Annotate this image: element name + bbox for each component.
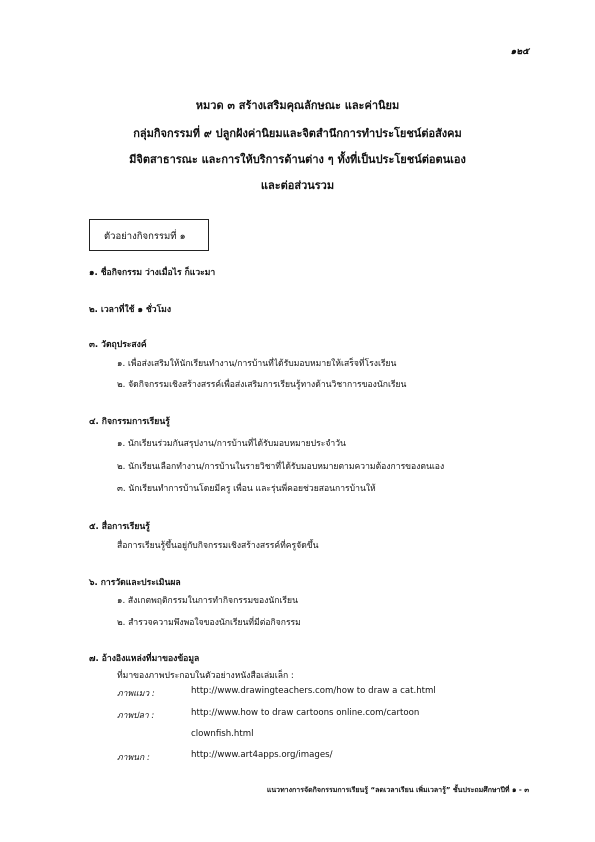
reference-link-fish[interactable]: http://www.how to draw cartoons online.com/cartoon (191, 708, 420, 718)
section-6-item-1: ๑. สังเกตพฤติกรรมในการทำกิจกรรมของนักเรียน (117, 596, 298, 606)
reference-label-fish: ภาพปลา : (117, 711, 155, 721)
page-footer: แนวทางการจัดกิจกรรมการเรียนรู้ “ลดเวลาเรียน เพิ่มเวลารู้” ชั้นประถมศึกษาปีที่ ๑ - ๓ (266, 786, 529, 794)
section-4-item-1: ๑. นักเรียนร่วมกันสรุปงาน/การบ้านที่ได้รับมอบหมายประจำวัน (117, 439, 346, 449)
section-5-text: สื่อการเรียนรู้ขึ้นอยู่กับกิจกรรมเชิงสร้างสรรค์ที่ครูจัดขึ้น (117, 541, 319, 551)
example-box-label: ตัวอย่างกิจกรรมที่ ๑ (104, 231, 186, 242)
section-6-item-2: ๒. สำรวจความพึงพอใจของนักเรียนที่มีต่อกิจกรรม (117, 618, 301, 628)
section-6-heading: ๖. การวัดและประเมินผล (89, 578, 181, 588)
section-4-heading: ๔. กิจกรรมการเรียนรู้ (89, 417, 170, 427)
section-1-activity-name: ๑. ชื่อกิจกรรม ว่างเมื่อไร ก็แวะมา (89, 268, 216, 278)
section-7-heading: ๗. อ้างอิงแหล่งที่มาของข้อมูล (89, 654, 200, 664)
section-3-item-1: ๑. เพื่อส่งเสริมให้นักเรียนทำงาน/การบ้านที่ได้รับมอบหมายให้เสร็จที่โรงเรียน (117, 359, 397, 369)
reference-label-bird: ภาพนก : (117, 753, 150, 763)
heading-line-2: กลุ่มกิจกรรมที่ ๙ ปลูกฝังค่านิยมและจิตสำนึกการทำประโยชน์ต่อสังคม (133, 127, 462, 140)
example-box (89, 219, 209, 251)
reference-link-cat[interactable]: http://www.drawingteachers.com/how to draw a cat.html (191, 686, 436, 696)
section-2-time: ๒. เวลาที่ใช้ ๑ ชั่วโมง (89, 305, 172, 315)
section-4-item-3: ๓. นักเรียนทำการบ้านโดยมีครู เพื่อน และรุ่นพี่คอยช่วยสอนการบ้านให้ (117, 484, 376, 494)
section-7-intro: ที่มาของภาพประกอบในตัวอย่างหนังสือเล่มเล็ก : (117, 671, 294, 681)
page-number: ๑๒๕ (510, 47, 529, 57)
section-4-item-2: ๒. นักเรียนเลือกทำงาน/การบ้านในรายวิชาที่ได้รับมอบหมายตามความต้องการของตนเอง (117, 462, 445, 472)
heading-line-3: มีจิตสาธารณะ และการให้บริการด้านต่าง ๆ ทั้งที่เป็นประโยชน์ต่อตนเอง (129, 153, 466, 166)
heading-line-1: หมวด ๓ สร้างเสริมคุณลักษณะ และค่านิยม (195, 99, 400, 112)
heading-line-4: และต่อส่วนรวม (260, 179, 335, 192)
section-5-heading: ๕. สื่อการเรียนรู้ (89, 522, 150, 532)
section-3-item-2: ๒. จัดกิจกรรมเชิงสร้างสรรค์เพื่อส่งเสริมการเรียนรู้ทางด้านวิชาการของนักเรียน (117, 380, 407, 390)
reference-label-cat: ภาพแมว : (117, 689, 155, 699)
reference-link-fish-cont[interactable]: clownfish.html (191, 729, 254, 739)
section-3-heading: ๓. วัตถุประสงค์ (89, 340, 147, 350)
reference-link-bird[interactable]: http://www.art4apps.org/images/ (191, 750, 333, 760)
